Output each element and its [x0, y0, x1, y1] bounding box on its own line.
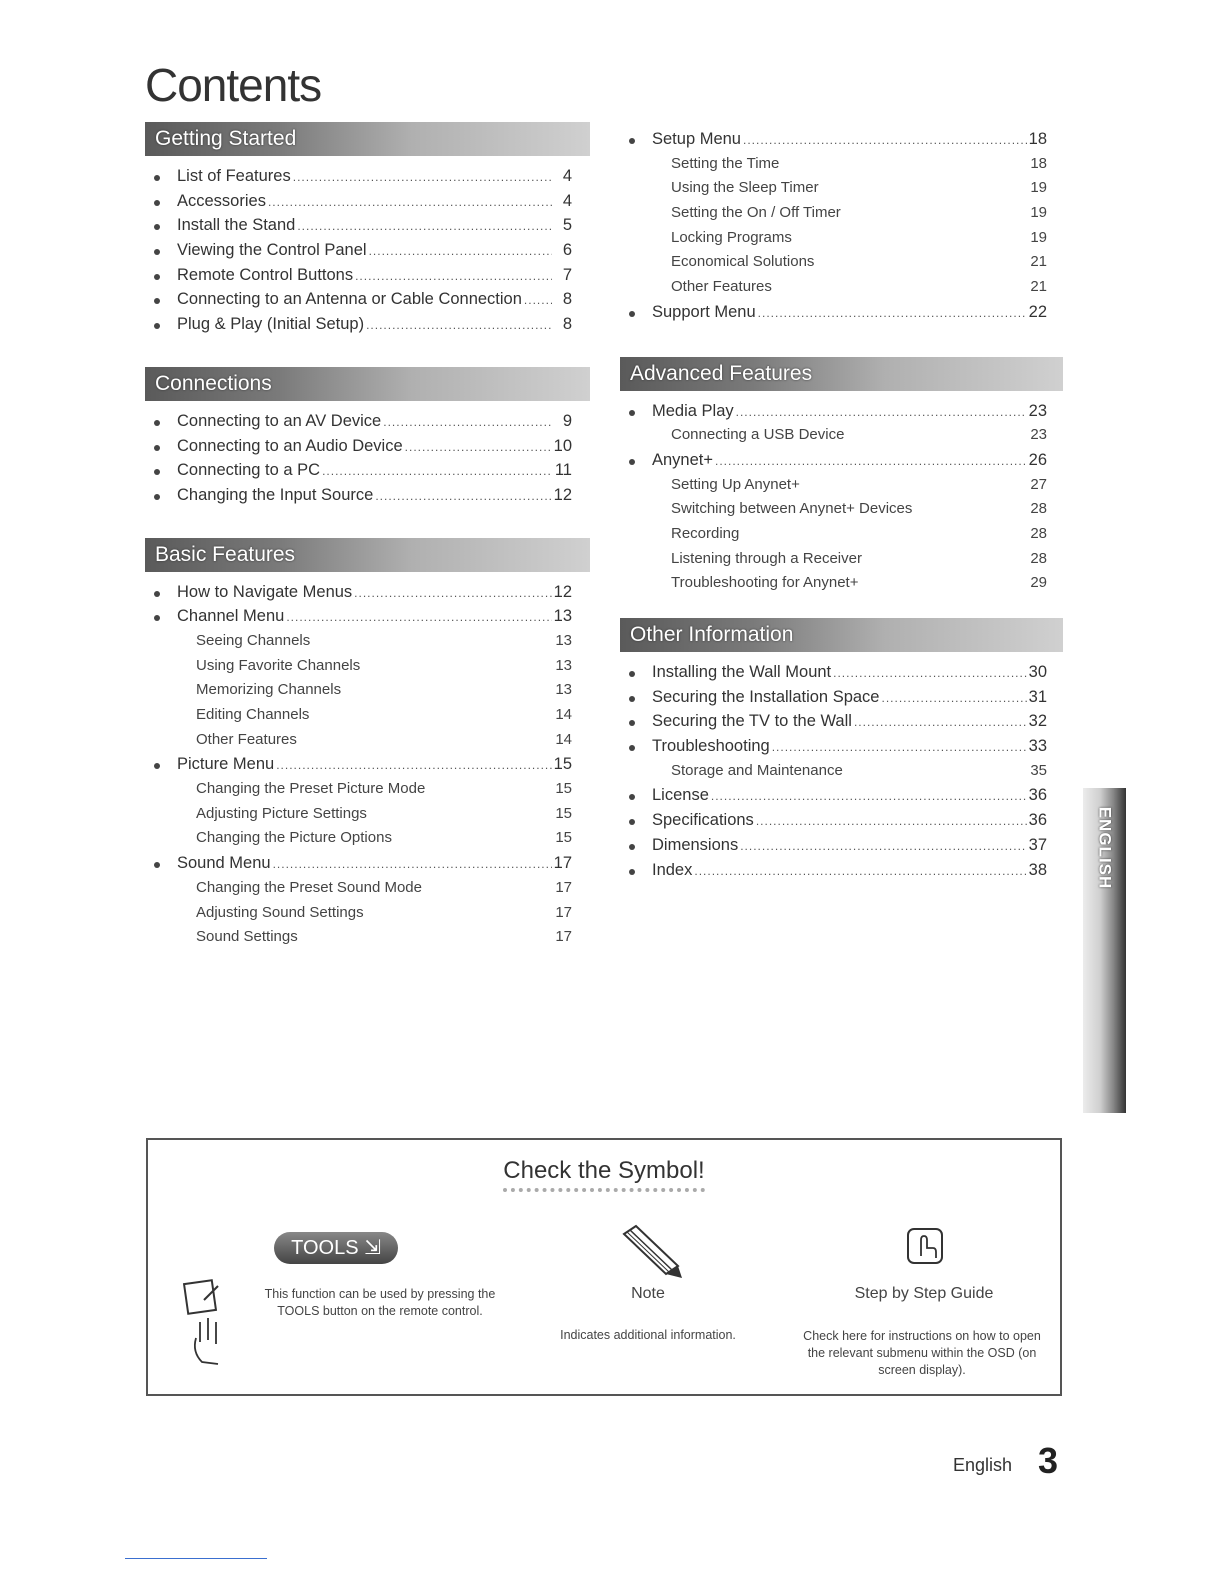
- toc-subentry-picture-options[interactable]: Changing the Picture Options 15: [196, 829, 572, 847]
- toc-entry-troubleshooting[interactable]: Troubleshooting ..... 33: [620, 734, 1063, 759]
- toc-entry-picture-menu[interactable]: Picture Menu ..... 15: [145, 752, 590, 777]
- tools-description: This function can be used by pressing the TOOLS button on the remote control.: [264, 1287, 496, 1318]
- toc-entry-index[interactable]: Index ..... 38: [620, 858, 1063, 883]
- footer-page-number: 3: [1038, 1440, 1059, 1481]
- section-header-getting-started: Getting Started: [145, 122, 590, 156]
- note-pencil-icon: [616, 1222, 686, 1282]
- toc-entry-installing-wall-mount[interactable]: Installing the Wall Mount ..... 30: [620, 660, 1063, 685]
- toc-subentry-adjusting-sound-settings[interactable]: Adjusting Sound Settings 17: [196, 903, 572, 921]
- page-title: Contents: [145, 59, 322, 111]
- toc-left-column: [145, 122, 590, 950]
- toc-subentry-on-off-timer[interactable]: Setting the On / Off Timer 19: [671, 204, 1047, 222]
- toc-entry-specifications[interactable]: Specifications ..... 36: [620, 808, 1063, 833]
- toc-subentry-setting-the-time[interactable]: Setting the Time 18: [671, 154, 1047, 172]
- toc-entry-securing-installation-space[interactable]: Securing the Installation Space ..... 31: [620, 685, 1063, 710]
- toc-list-connections: [145, 409, 590, 508]
- toc-entry-plug-and-play[interactable]: Plug & Play (Initial Setup) ..... 8: [145, 312, 590, 337]
- toc-subentry-economical-solutions[interactable]: Economical Solutions 21: [671, 253, 1047, 271]
- toc-subentry-editing-channels[interactable]: Editing Channels 14: [196, 706, 572, 723]
- check-symbol-box: [146, 1138, 1062, 1396]
- toc-subentry-sleep-timer[interactable]: Using the Sleep Timer 19: [671, 179, 1047, 197]
- language-side-tab: [1083, 788, 1126, 1113]
- toc-subentry-other-features-channel[interactable]: Other Features 14: [196, 730, 572, 748]
- toc-entry-connecting-av-device[interactable]: Connecting to an AV Device ..... 9: [145, 409, 590, 434]
- step-guide-icon: [905, 1226, 945, 1266]
- note-description: Indicates additional information.: [560, 1328, 736, 1342]
- toc-list-setup: [620, 127, 1063, 325]
- section-header-connections: Connections: [145, 367, 590, 401]
- toc-entry-remote-control-buttons[interactable]: Remote Control Buttons ..... 7: [145, 263, 590, 288]
- step-guide-title: Step by Step Guide: [854, 1285, 994, 1302]
- toc-subentry-storage-maintenance[interactable]: Storage and Maintenance 35: [671, 761, 1047, 779]
- toc-subentry-listening-receiver[interactable]: Listening through a Receiver 28: [671, 549, 1047, 567]
- toc-entry-securing-tv-to-wall[interactable]: Securing the TV to the Wall ..... 32: [620, 709, 1063, 734]
- toc-subentry-setting-up-anynet[interactable]: Setting Up Anynet+ 27: [671, 475, 1047, 493]
- toc-entry-sound-menu[interactable]: Sound Menu ..... 17: [145, 851, 590, 876]
- tools-badge: TOOLS ⇲: [274, 1232, 398, 1264]
- toc-subentry-sound-settings[interactable]: Sound Settings 17: [196, 928, 572, 946]
- toc-entry-install-the-stand[interactable]: Install the Stand ..... 5: [145, 213, 590, 238]
- toc-entry-channel-menu[interactable]: Channel Menu ..... 13: [145, 604, 590, 629]
- remote-hand-icon: [178, 1278, 238, 1368]
- toc-entry-anynet[interactable]: Anynet+ ..... 26: [620, 448, 1063, 473]
- toc-list-other-information: [620, 660, 1063, 882]
- toc-subentry-connecting-usb[interactable]: Connecting a USB Device 23: [671, 426, 1047, 444]
- toc-entry-how-to-navigate-menus[interactable]: How to Navigate Menus ..... 12: [145, 580, 590, 605]
- bottom-rule: [125, 1558, 267, 1559]
- toc-subentry-troubleshooting-anynet[interactable]: Troubleshooting for Anynet+ 29: [671, 574, 1047, 592]
- toc-list-getting-started: [145, 164, 590, 337]
- section-header-other-information: Other Information: [620, 618, 1063, 652]
- toc-entry-changing-input-source[interactable]: Changing the Input Source ..... 12: [145, 483, 590, 508]
- section-header-advanced-features: Advanced Features: [620, 357, 1063, 391]
- toc-subentry-locking-programs[interactable]: Locking Programs 19: [671, 228, 1047, 246]
- toc-entry-viewing-the-control-panel[interactable]: Viewing the Control Panel ..... 6: [145, 238, 590, 263]
- language-tab-label: ENGLISH: [1095, 806, 1115, 890]
- toc-entry-setup-menu[interactable]: Setup Menu ..... 18: [620, 127, 1063, 152]
- toc-list-basic-features: [145, 580, 590, 950]
- toc-entry-dimensions[interactable]: Dimensions ..... 37: [620, 833, 1063, 858]
- toc-subentry-preset-sound-mode[interactable]: Changing the Preset Sound Mode 17: [196, 878, 572, 896]
- toc-subentry-adjusting-picture-settings[interactable]: Adjusting Picture Settings 15: [196, 804, 572, 822]
- toc-entry-license[interactable]: License ..... 36: [620, 783, 1063, 808]
- toc-subentry-using-favorite-channels[interactable]: Using Favorite Channels 13: [196, 656, 572, 674]
- toc-subentry-other-features-setup[interactable]: Other Features 21: [671, 278, 1047, 296]
- toc-entry-list-of-features[interactable]: List of Features ..... 4: [145, 164, 590, 189]
- toc-subentry-preset-picture-mode[interactable]: Changing the Preset Picture Mode 15: [196, 780, 572, 798]
- toc-entry-connecting-antenna[interactable]: Connecting to an Antenna or Cable Connection ..... 8: [145, 287, 590, 312]
- check-symbol-title: Check the Symbol!: [503, 1157, 704, 1192]
- step-guide-description: Check here for instructions on how to open the relevant submenu within the OSD (on screen display).: [803, 1329, 1041, 1377]
- toc-subentry-switching-anynet-devices[interactable]: Switching between Anynet+ Devices 28: [671, 500, 1047, 518]
- toc-list-advanced-features: [620, 399, 1063, 597]
- toc-subentry-seeing-channels[interactable]: Seeing Channels 13: [196, 631, 572, 649]
- toc-right-column: [620, 122, 1063, 882]
- section-header-basic-features: Basic Features: [145, 538, 590, 572]
- toc-entry-connecting-pc[interactable]: Connecting to a PC ..... 11: [145, 458, 590, 483]
- note-title: Note: [631, 1285, 665, 1302]
- toc-entry-accessories[interactable]: Accessories ..... 4: [145, 189, 590, 214]
- toc-entry-connecting-audio-device[interactable]: Connecting to an Audio Device ..... 10: [145, 434, 590, 459]
- toc-entry-media-play[interactable]: Media Play ..... 23: [620, 399, 1063, 424]
- footer-language: English: [953, 1455, 1013, 1475]
- toc-subentry-recording[interactable]: Recording 28: [671, 524, 1047, 542]
- toc-subentry-memorizing-channels[interactable]: Memorizing Channels 13: [196, 681, 572, 699]
- toc-entry-support-menu[interactable]: Support Menu ..... 22: [620, 300, 1063, 325]
